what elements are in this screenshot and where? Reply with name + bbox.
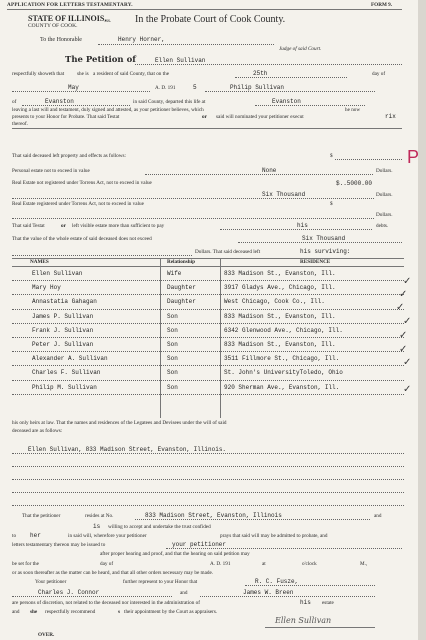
ad-label-2: A. D. 191 (210, 561, 231, 567)
real-estate-amount: $..5000.00 (336, 180, 373, 187)
legatee: Ellen Sullivan, 833 Madison Street, Evanston, Illinois. (28, 446, 227, 453)
or-as-soon: or as soon thereafter as the matter can be heard, and that all other orders necessary may be made. (12, 570, 214, 576)
in-said-will: in said will, wherefore your petitioner (68, 533, 147, 539)
row-rule (12, 309, 404, 310)
respectfully-label: respectfully showeth that (12, 71, 65, 77)
judge-name: Henry Horner, (118, 36, 165, 43)
day-of-label-2: day of (100, 561, 114, 567)
col-relationship: Relationship (167, 259, 195, 265)
leaving-label: leaving a last will and testament, duly signed and attested, as your petitioner believes, which (12, 107, 204, 113)
of-label: of (12, 99, 17, 105)
dollars-left-label: Dollars. That said deceased left (195, 249, 261, 255)
persons-text: are persons of discretion, not related to the deceased nor interested in the administration of (12, 600, 200, 606)
row-rule (12, 380, 404, 381)
judge-title: Judge of said Court. (279, 46, 322, 52)
heirs-text-1: his only heirs at law. That the names and residences of the Legatees and Devisees under the will of said (12, 420, 227, 426)
col-names: NAMES (30, 259, 49, 265)
dollars-label-3: Dollars. (376, 212, 393, 218)
after-hearing: after proper hearing and proof, and that the hearing on said petition may (100, 551, 250, 557)
row-rule (12, 337, 404, 338)
checkmark-icon: ✓ (403, 357, 412, 368)
and-label: and (374, 513, 382, 519)
margin-stamp: P (407, 147, 420, 167)
checkmark-icon: ✓ (403, 316, 412, 327)
further-represent: further represent to your Honor that (123, 579, 198, 585)
petitioner-address: 833 Madison Street, Evanston, Illinois (145, 512, 282, 519)
heir-relationship: Daughter (167, 298, 196, 306)
nominated-label: said will nominated your petitioner execut (216, 114, 304, 120)
heir-name: Mary Hoy (32, 284, 61, 292)
their-appointment: their appointment by the Court as appraisers. (124, 609, 218, 615)
resident-label: a resident of said County, that on the (93, 71, 170, 77)
heir-relationship: Son (167, 369, 178, 377)
personal-estate-label: Personal estate not to exceed in value (12, 168, 90, 174)
heir-relationship: Son (167, 326, 178, 334)
to-honorable-label: To the Honorable (40, 37, 82, 43)
heir-residence: 833 Madison St., Evanston, Ill. (224, 341, 336, 348)
torrens-label: Real Estate registered under Torrens Act, not to exceed in value (12, 201, 144, 207)
resides-at-no: resides at No. (85, 513, 114, 519)
her-word: her (30, 532, 41, 539)
checkmark-icon: ✓ (403, 384, 412, 395)
prays-label: prays that said will may be admitted to probate, and (220, 533, 328, 539)
appraiser-3: James W. Breen (243, 589, 294, 596)
his-estate: his (300, 599, 311, 606)
checkmark-icon: ✓ (396, 302, 405, 313)
that-petitioner: That the petitioner (22, 513, 61, 519)
dollars-label-1: Dollars. (376, 168, 393, 174)
is-word: is (93, 523, 101, 530)
respectfully-recommend: respectfully recommend (45, 609, 96, 615)
presents-label: presents to your Honor for Probate. That said Testat (12, 114, 120, 120)
rix-suffix: rix (385, 113, 396, 120)
willing-label: willing to accept and undertake the trust confided (108, 524, 211, 530)
dollar-sign-2: $ (330, 201, 333, 207)
heir-name: Charles F. Sullivan (32, 369, 101, 377)
oclock-label: o'clock (302, 561, 317, 567)
s-letter: s (118, 609, 121, 615)
row-rule (12, 365, 404, 366)
personal-estate-value: None (262, 167, 277, 174)
heir-relationship: Daughter (167, 284, 196, 292)
be-set-label: be set for the (12, 561, 39, 567)
heir-name: Alexander A. Sullivan (32, 355, 108, 363)
heir-residence: 833 Madison St., Evanston, Ill. (224, 312, 336, 320)
death-place: Evanston (272, 98, 301, 105)
ad-label: A. D. 191 (155, 85, 176, 91)
heir-relationship: Wife (167, 270, 182, 277)
real-estate-label: Real Estate not registered under Torrens Act, not to exceed in value (12, 180, 152, 186)
estate-word: estate (322, 600, 334, 606)
heir-name: Annastatia Gahagan (32, 298, 97, 306)
his-surviving: his surviving: (300, 248, 351, 255)
row-rule (12, 351, 404, 352)
heir-relationship: Son (167, 355, 178, 363)
death-month: May (68, 84, 79, 91)
petitioner-signature: Ellen Sullivan (275, 616, 332, 625)
petitioner-name: Ellen Sullivan (155, 57, 206, 64)
row-rule (12, 323, 404, 324)
real-estate-words: Six Thousand (262, 191, 306, 198)
heir-name: James P. Sullivan (32, 312, 94, 320)
your-petitioner-further: Your petitioner (35, 579, 67, 585)
appraiser-1: R. C. Fusze, (255, 578, 299, 585)
state-label: STATE OF ILLINOIS, (28, 14, 107, 23)
ss-mark: ss. (106, 18, 112, 24)
application-title: APPLICATION FOR LETTERS TESTAMENTARY. (7, 2, 133, 8)
heir-relationship: Son (167, 383, 178, 391)
value-whole-label: That the value of the whole estate of said deceased does not exceed (12, 236, 152, 242)
heir-relationship: Son (167, 312, 178, 320)
he-now: he now (345, 107, 361, 113)
she-is: she is (77, 71, 89, 77)
appraiser-2: Charles J. Connor (38, 589, 100, 596)
debts-word: debts. (376, 223, 389, 229)
value-whole: Six Thousand (302, 235, 346, 242)
heir-name: Frank J. Sullivan (32, 326, 94, 334)
m-label: M., (360, 561, 368, 567)
heir-residence: St. John's UniversityToledo, Ohio (224, 369, 343, 377)
at-label: at (262, 561, 266, 567)
checkmark-icon: ✓ (399, 344, 408, 355)
day-of-label: day of (372, 71, 386, 77)
and-label-2: and (180, 590, 188, 596)
heir-name: Philip M. Sullivan (32, 383, 97, 391)
heir-relationship: Son (167, 341, 178, 348)
col-residence: RESIDENCE (300, 259, 331, 265)
to-label: to (12, 533, 17, 539)
petition-of-heading: The Petition of (65, 55, 136, 65)
departed-label: in said County, departed this life at (133, 99, 206, 105)
row-rule (12, 294, 404, 295)
death-year-digit: 5 (193, 84, 197, 91)
or-suffix: or (202, 114, 207, 120)
debts-label: That said Testat (12, 223, 45, 229)
heir-residence: 3511 Fillmore St., Chicago, Ill. (224, 355, 340, 363)
or-suffix-2: or (61, 223, 66, 229)
heirs-text-2: deceased are as follows: (12, 428, 63, 434)
heir-residence: 920 Sherman Ave., Evanston, Ill. (224, 383, 340, 391)
heir-name: Ellen Sullivan (32, 270, 83, 277)
thereof-label: thereof. (12, 121, 28, 127)
checkmark-icon: ✓ (403, 276, 412, 287)
heir-name: Peter J. Sullivan (32, 341, 94, 348)
heir-residence: 3917 Gladys Ave., Chicago, Ill. (224, 284, 336, 292)
your-petitioner: your petitioner (172, 541, 227, 548)
deceased-residence: Evanston (45, 98, 74, 105)
and-label-3: and (12, 609, 20, 615)
letters-label: letters testamentary thereon may be issued to (12, 542, 106, 548)
dollars-label-2: Dollars. (376, 192, 393, 198)
row-rule (12, 280, 404, 281)
checkmark-icon: ✓ (399, 289, 408, 300)
heir-residence: 6342 Glenwood Ave., Chicago, Ill. (224, 326, 343, 334)
form-number: FORM 9. (371, 2, 393, 8)
county-label: COUNTY OF COOK. (28, 23, 78, 29)
heir-residence: 833 Madison St., Evanston, Ill. (224, 270, 336, 277)
dollar-sign: $ (330, 153, 333, 159)
court-title: In the Probate Court of Cook County. (135, 14, 286, 25)
she-word: she (30, 609, 38, 615)
his-debts: his (297, 222, 308, 229)
checkmark-icon: ✓ (399, 330, 408, 341)
debts-label-2: left visible estate more than sufficient to pay (72, 223, 165, 229)
death-day: 25th (253, 70, 268, 77)
over-label: OVER. (38, 632, 55, 638)
heir-residence: West Chicago, Cook Co., Ill. (224, 298, 325, 306)
deceased-name: Philip Sullivan (230, 84, 285, 91)
property-intro: That said deceased left property and effects as follows: (12, 153, 126, 159)
row-rule (12, 394, 404, 395)
